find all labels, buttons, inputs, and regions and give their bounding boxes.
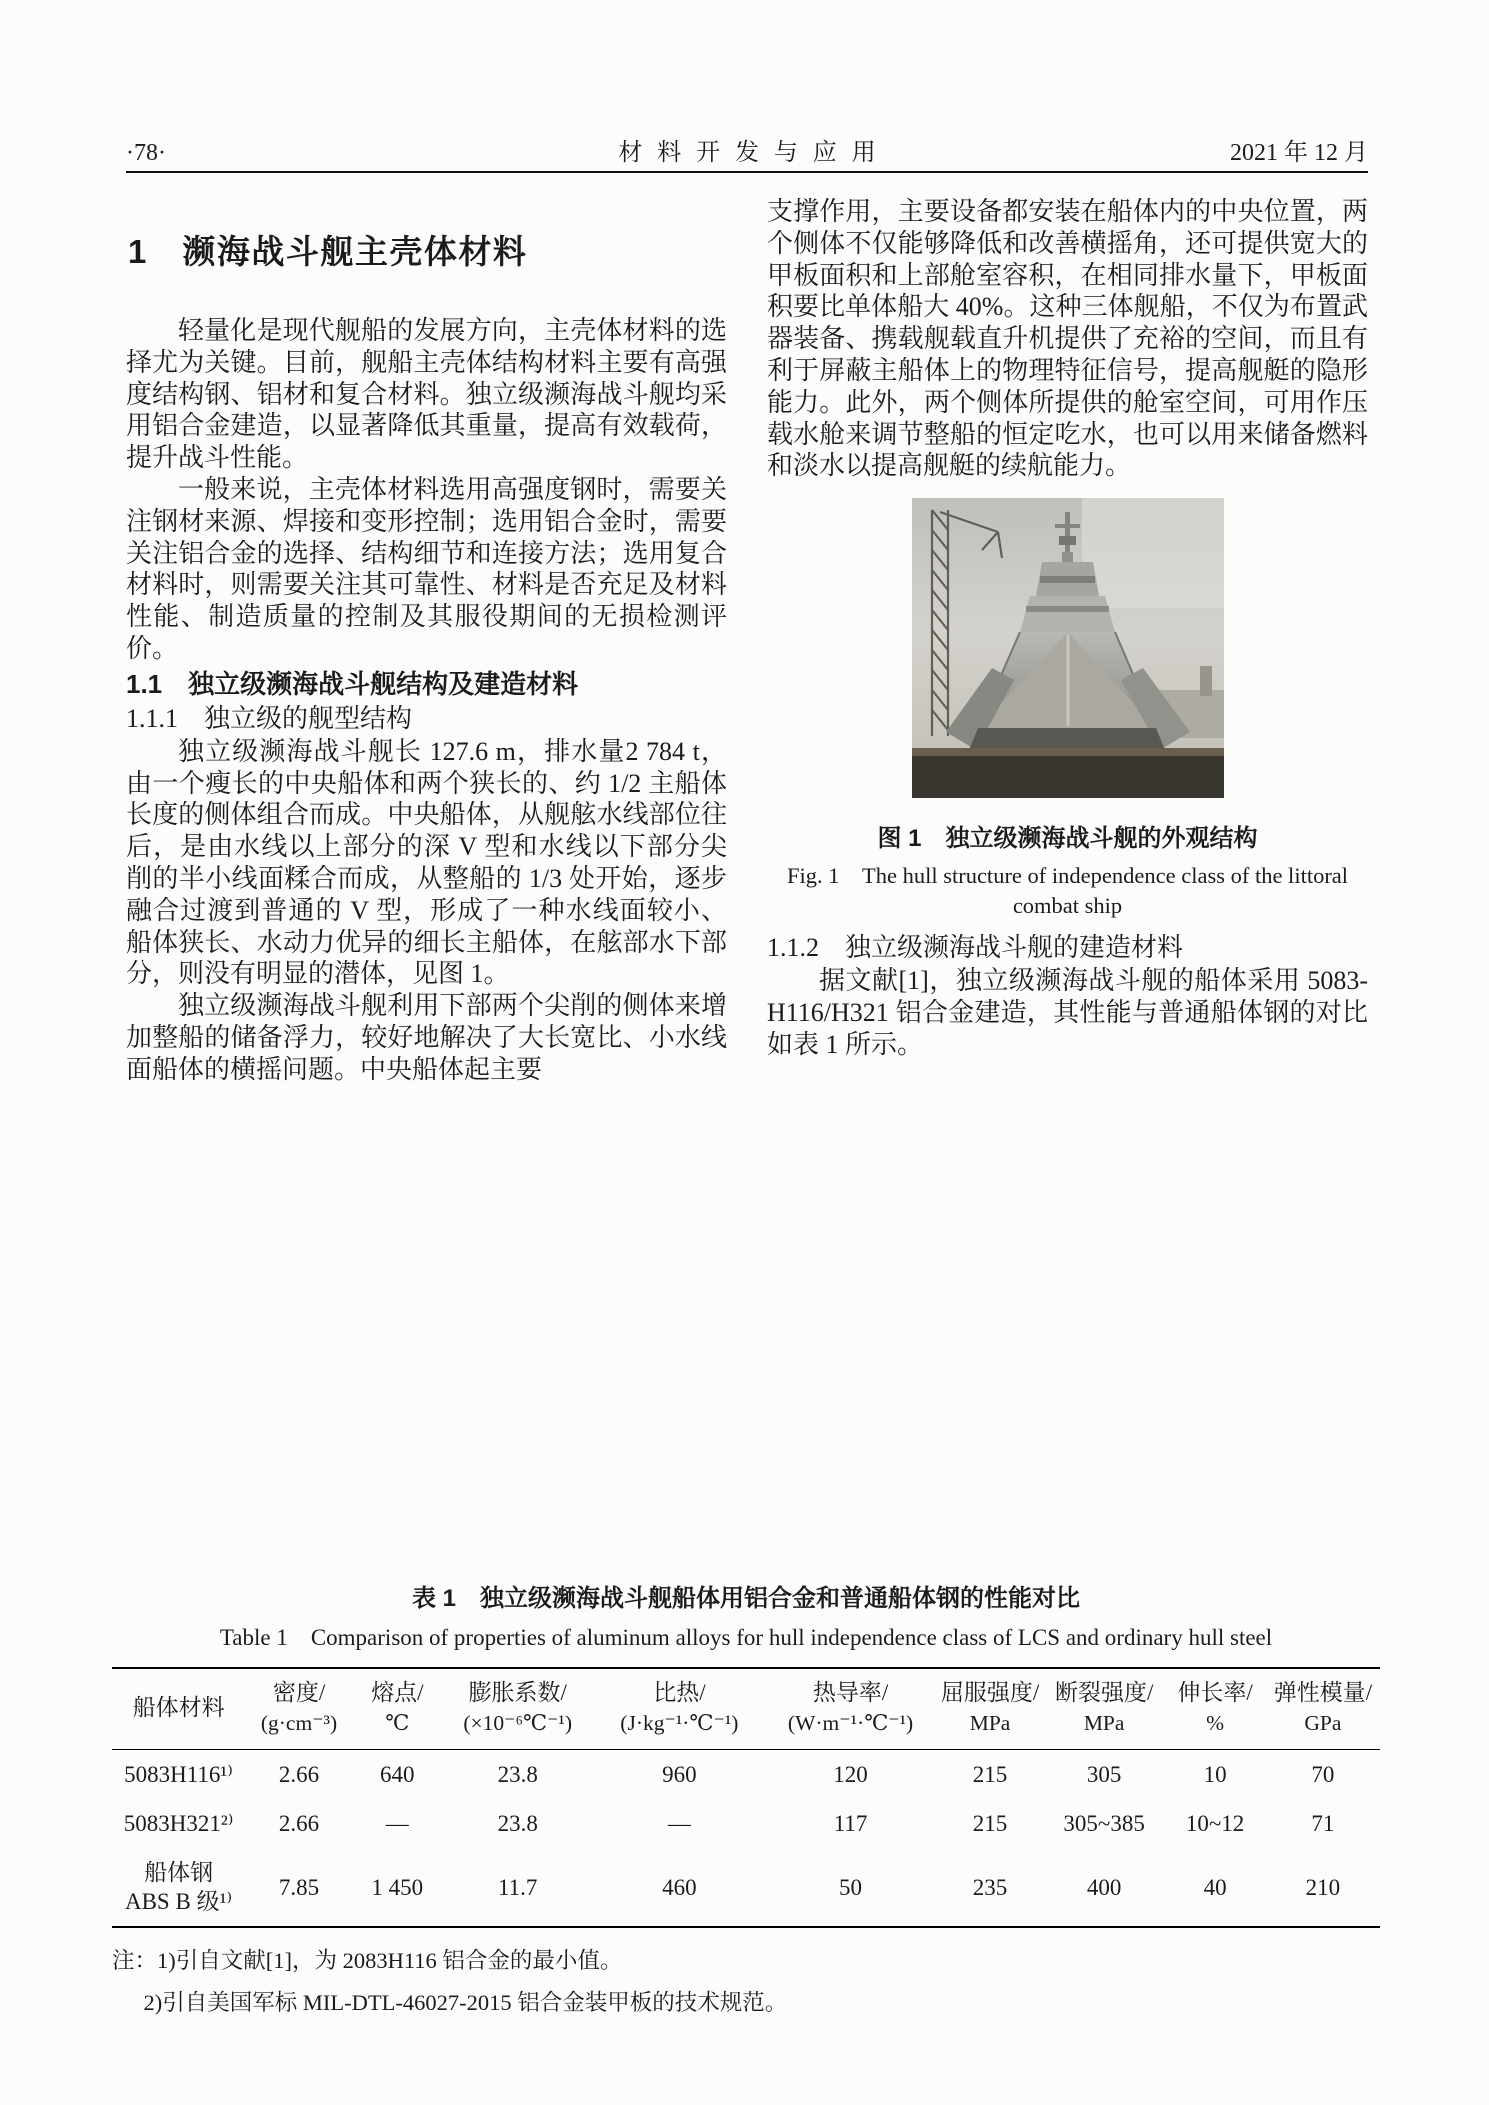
table-note-1: 注：1)引自文献[1]，为 2083H116 铝合金的最小值。: [112, 1948, 623, 1973]
value-cell: 210: [1305, 1874, 1341, 1900]
value-cell: 10: [1203, 1762, 1227, 1787]
value-cell: 71: [1311, 1811, 1335, 1836]
material-cell: 5083H116¹⁾: [124, 1762, 233, 1787]
table-note-2: 2)引自美国军标 MIL-DTL-46027-2015 铝合金装甲板的技术规范。: [143, 1990, 788, 2015]
value-cell: 120: [833, 1762, 868, 1787]
value-cell: 23.8: [497, 1762, 538, 1787]
col-header-yield-strength: 屈服强度/ MPa: [936, 1668, 1044, 1750]
running-header: [126, 132, 1368, 167]
issue-date: 2021 年 12 月: [1230, 140, 1368, 166]
section-1-heading: 1 濒海战斗舰主壳体材料: [128, 233, 528, 270]
table-row: [112, 1848, 1380, 1927]
figure-caption-en: [767, 861, 1368, 921]
properties-table: [112, 1667, 1380, 1928]
figure-caption-en-line1: Fig. 1 The hull structure of independence class of the littoral: [786, 863, 1349, 889]
value-cell: 215: [972, 1811, 1008, 1836]
table-notes: [112, 1946, 1380, 2018]
col-header-elongation: 伸长率/ %: [1164, 1668, 1265, 1750]
value-cell: —: [385, 1811, 409, 1836]
table-1-section: [112, 1578, 1380, 2018]
value-cell: 215: [972, 1762, 1008, 1787]
journal-title: 材料开发与应用: [618, 140, 891, 166]
paragraph: 支撑作用，主要设备都安装在船体内的中央位置，两个侧体不仅能够降低和改善横摇角，还可提供宽大的甲板面积和上部舱室容积，在相同排水量下，甲板面积要比单体船大 40%。这种三体舰船，不仅为布置武器装备、携载舰载直升机提供了充裕的空间，而且有利于屏蔽主船体上的物理特征信号，提高舰艇的隐形能力。此外，两个侧体所提供的舱室空间，可用作压载水舱来调节整船的恒定吃水，也可以用来储备燃料和淡水以提高舰艇的续航能力。: [767, 197, 1368, 481]
value-cell: 305~385: [1063, 1811, 1145, 1836]
value-cell: 11.7: [498, 1874, 538, 1900]
left-column: [126, 196, 727, 1086]
paragraph: 独立级濒海战斗舰长 127.6 m，排水量2 784 t，由一个瘦长的中央船体和两个狭长的、约 1/2 主船体长度的侧体组合而成。中央船体，从舰舷水线部位往后，是由水线以上部分的深 V 型和水线以下部分尖削的半小线面糅合而成，从整船的 1/3 处开始，逐步融合过渡到普通的 V 型，形成了一种水线面较小、船体狭长、水动力优异的细长主船体，在舷部水下部分，则没有明显的潜体，见图 1。: [126, 736, 727, 989]
table-header-row: [112, 1668, 1380, 1750]
section-1-1-heading: 1.1 独立级濒海战斗舰结构及建造材料: [126, 668, 579, 699]
value-cell: 235: [972, 1874, 1008, 1900]
value-cell: 7.85: [278, 1874, 320, 1900]
page-number: ·78·: [126, 140, 166, 166]
value-cell: —: [667, 1811, 691, 1836]
table-row: [112, 1750, 1380, 1800]
value-cell: 40: [1203, 1874, 1227, 1900]
value-cell: 117: [833, 1811, 868, 1836]
paragraph: 据文献[1]，独立级濒海战斗舰的船体采用 5083-H116/H321 铝合金建造，其性能与普通船体钢的对比如表 1 所示。: [767, 966, 1368, 1059]
value-cell: 70: [1311, 1762, 1335, 1787]
col-header-elastic-modulus: 弹性模量/ GPa: [1266, 1668, 1380, 1750]
figure-caption-zh: 图 1 独立级濒海战斗舰的外观结构: [877, 825, 1258, 853]
table-caption-zh: 表 1 独立级濒海战斗舰船体用铝合金和普通船体钢的性能对比: [411, 1585, 1080, 1612]
material-cell: 船体钢 ABS B 级¹⁾: [124, 1860, 233, 1914]
value-cell: 1 450: [371, 1874, 424, 1900]
value-cell: 305: [1086, 1762, 1122, 1787]
paragraph: 独立级濒海战斗舰利用下部两个尖削的侧体来增加整船的储备浮力，较好地解决了大长宽比、小水线面船体的横摇问题。中央船体起主要: [126, 991, 727, 1084]
right-column: [767, 196, 1368, 1086]
table-caption-en: Table 1 Comparison of properties of aluminum alloys for hull independence class of LCS and ordinary hull steel: [219, 1625, 1273, 1650]
figure-caption: [767, 818, 1368, 921]
section-1-1-1-heading: 1.1.1 独立级的舰型结构: [126, 703, 413, 733]
ship-photo: [912, 498, 1224, 798]
section-1-1-2-heading: 1.1.2 独立级濒海战斗舰的建造材料: [767, 933, 1184, 963]
col-header-fracture-strength: 断裂强度/ MPa: [1044, 1668, 1164, 1750]
col-header-specific-heat: 比热/ (J·kg⁻¹·℃⁻¹): [594, 1668, 765, 1750]
figure-caption-en-line2: combat ship: [1012, 893, 1123, 919]
value-cell: 10~12: [1185, 1811, 1245, 1836]
value-cell: 2.66: [278, 1811, 320, 1836]
col-header-density: 密度/ (g·cm⁻³): [245, 1668, 353, 1750]
value-cell: 960: [662, 1762, 697, 1787]
header-rule: [126, 171, 1368, 173]
col-header-expansion-coefficient: 膨胀系数/ (×10⁻⁶℃⁻¹): [442, 1668, 594, 1750]
value-cell: 50: [839, 1874, 863, 1900]
figure-1: [767, 498, 1368, 921]
value-cell: 2.66: [278, 1762, 320, 1787]
value-cell: 640: [380, 1762, 415, 1787]
value-cell: 400: [1086, 1874, 1122, 1900]
col-header-material: 船体材料: [112, 1668, 245, 1750]
col-header-melting-point: 熔点/ ℃: [353, 1668, 442, 1750]
material-cell: 5083H321²⁾: [123, 1811, 234, 1836]
table-row: [112, 1799, 1380, 1848]
paragraph: 一般来说，主壳体材料选用高强度钢时，需要关注钢材来源、焊接和变形控制；选用铝合金时，需要关注铝合金的选择、结构细节和连接方法；选用复合材料时，则需要关注其可靠性、材料是否充足及材料性能、制造质量的控制及其服役期间的无损检测评价。: [126, 474, 727, 663]
value-cell: 23.8: [497, 1811, 538, 1836]
value-cell: 460: [662, 1874, 697, 1900]
two-column-body: [126, 196, 1368, 1086]
paragraph: 轻量化是现代舰船的发展方向，主壳体材料的选择尤为关键。目前，舰船主壳体结构材料主要有高强度结构钢、铝材和复合材料。独立级濒海战斗舰均采用铝合金建造，以显著降低其重量，提高有效载荷，提升战斗性能。: [126, 316, 727, 473]
col-header-thermal-conductivity: 热导率/ (W·m⁻¹·℃⁻¹): [765, 1668, 936, 1750]
